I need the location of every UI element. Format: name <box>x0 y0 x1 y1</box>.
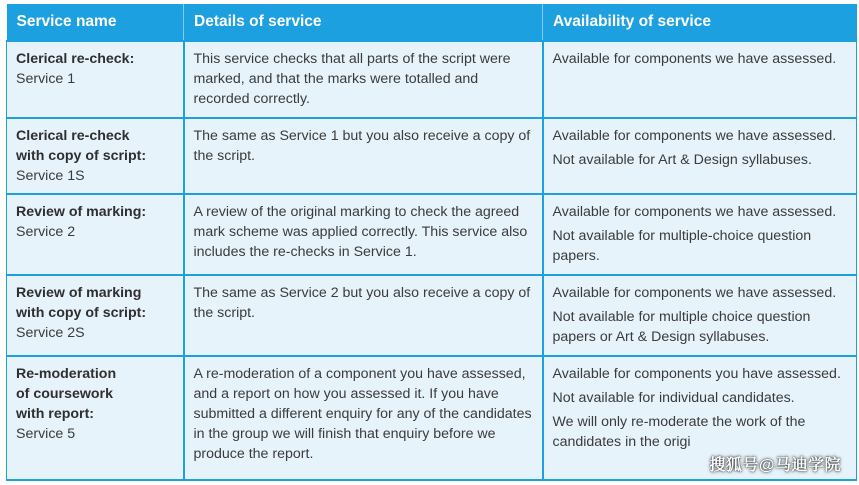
availability-line: Not available for Art & Design syllabuses. <box>552 152 812 168</box>
table-row <box>7 194 857 275</box>
watermark: 搜狐号@马迪学院 <box>709 457 841 474</box>
availability-line: Available for components we have assessed. <box>552 204 837 220</box>
service-number: Service 2S <box>16 325 85 341</box>
availability-line: Not available for individual candidates. <box>552 390 795 406</box>
table-row <box>7 118 857 194</box>
service-name-cell <box>7 41 184 118</box>
service-name-cell <box>7 194 184 275</box>
services-table <box>6 4 857 481</box>
service-availability-cell <box>543 275 857 356</box>
service-name: Review of marking <box>16 285 142 301</box>
availability-line: Not available for multiple-choice question papers. <box>552 228 812 264</box>
service-details: A review of the original marking to check the agreed mark scheme was applied correctly. This service also includes the re-checks in Service 1. <box>193 204 528 260</box>
service-name-cell <box>7 275 184 356</box>
service-name: Clerical re-check <box>16 128 130 144</box>
header-row <box>7 4 857 41</box>
header-service-name: Service name <box>7 4 184 41</box>
service-number: Service 1S <box>16 168 85 184</box>
header-details: Details of service <box>184 4 543 41</box>
table-row <box>7 275 857 356</box>
service-details-cell <box>184 41 543 118</box>
service-availability-cell <box>543 41 857 118</box>
service-number: Service 5 <box>16 426 76 442</box>
availability-line: We will only re-moderate the work of the candidates in the origi <box>552 414 806 450</box>
service-details: The same as Service 1 but you also receive a copy of the script. <box>193 128 531 164</box>
availability-line: Not available for multiple choice question papers or Art & Design syllabuses. <box>552 309 811 345</box>
service-details: This service checks that all parts of the script were marked, and that the marks were totalled and recorded correctly. <box>193 51 511 107</box>
service-details: The same as Service 2 but you also receive a copy of the script. <box>193 285 531 321</box>
service-availability-cell <box>543 118 857 194</box>
service-name: with report: <box>16 406 95 422</box>
service-availability-cell <box>543 194 857 275</box>
service-details-cell <box>184 275 543 356</box>
service-name: Clerical re-check: <box>16 51 135 67</box>
service-details-cell <box>184 356 543 480</box>
service-details: A re-moderation of a component you have assessed, and a report on how you assessed it. If you have submitted a different enquiry for any of the candidates in the group we will finish that enquiry before we produce the report. <box>193 366 532 462</box>
service-name: of coursework <box>16 386 113 402</box>
service-number: Service 1 <box>16 71 76 87</box>
availability-line: Available for components we have assessed. <box>552 285 837 301</box>
availability-line: Available for components we have assessed. <box>552 128 837 144</box>
service-name: Review of marking: <box>16 204 147 220</box>
header-availability: Availability of service <box>543 4 857 41</box>
availability-line: Available for components you have assessed. <box>552 366 841 382</box>
service-name: with copy of script: <box>16 148 147 164</box>
service-name-cell <box>7 118 184 194</box>
service-number: Service 2 <box>16 224 76 240</box>
service-details-cell <box>184 194 543 275</box>
service-name-cell <box>7 356 184 480</box>
availability-line: Available for components we have assessed. <box>552 51 837 67</box>
table-row <box>7 41 857 118</box>
service-name: with copy of script: <box>16 305 147 321</box>
service-details-cell <box>184 118 543 194</box>
service-name: Re-moderation <box>16 366 117 382</box>
